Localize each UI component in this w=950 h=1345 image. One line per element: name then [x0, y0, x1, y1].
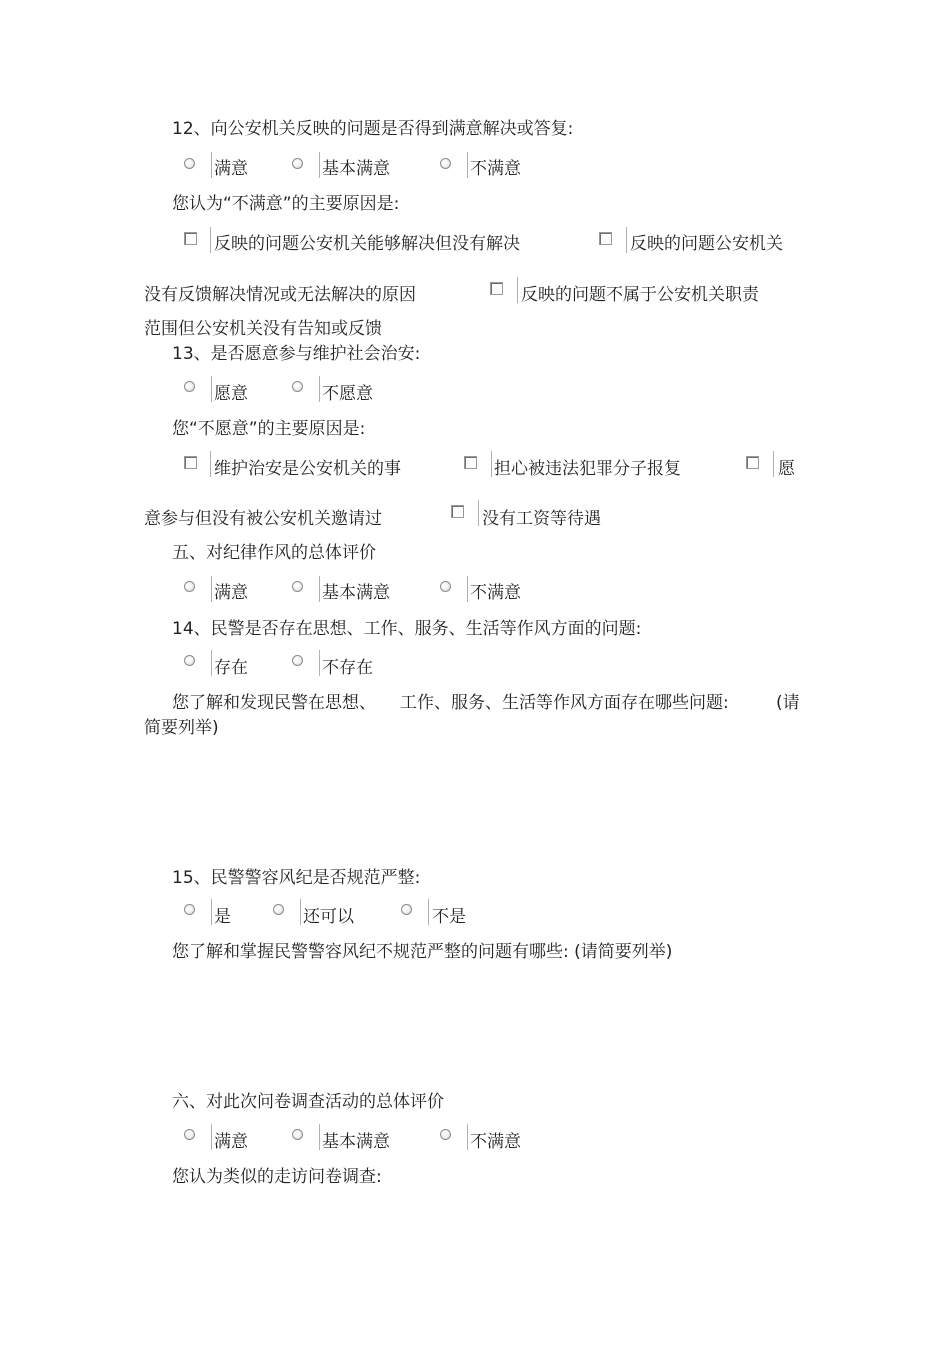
q13-reason-prompt: 您“不愿意”的主要原因是:: [172, 419, 366, 439]
s6-prompt: 您认为类似的走访问卷调查:: [172, 1167, 382, 1187]
divider: [319, 1124, 320, 1150]
q15-option-yes: 是: [214, 907, 231, 927]
q14-title: 14、民警是否存在思想、工作、服务、生活等作风方面的问题:: [172, 619, 642, 639]
divider: [626, 227, 627, 253]
divider: [211, 152, 212, 178]
q12-radio-basic[interactable]: [292, 158, 303, 169]
s6-radio-basic[interactable]: [292, 1129, 303, 1140]
q13-reason4: 没有工资等待遇: [482, 509, 601, 529]
divider: [210, 227, 211, 253]
q12-radio-unsatisfied[interactable]: [440, 158, 451, 169]
s6-option-satisfied: 满意: [214, 1132, 248, 1152]
q12-title: 12、向公安机关反映的问题是否得到满意解决或答复:: [172, 119, 574, 139]
q14-radio-not-exist[interactable]: [292, 655, 303, 666]
q12-checkbox-reason2[interactable]: [599, 232, 612, 245]
section5-title: 五、对纪律作风的总体评价: [172, 543, 376, 563]
divider: [478, 500, 479, 526]
divider: [319, 576, 320, 602]
divider: [319, 152, 320, 178]
q12-reason1: 反映的问题公安机关能够解决但没有解决: [214, 234, 520, 254]
q13-checkbox-reason4[interactable]: [451, 505, 464, 518]
q12-checkbox-reason1[interactable]: [184, 232, 197, 245]
s5-radio-unsatisfied[interactable]: [440, 581, 451, 592]
q13-reason3-part2: 意参与但没有被公安机关邀请过: [144, 509, 382, 529]
divider: [773, 451, 774, 477]
q12-reason-prompt: 您认为“不满意”的主要原因是:: [172, 194, 400, 214]
divider: [467, 152, 468, 178]
q13-checkbox-reason3[interactable]: [746, 456, 759, 469]
s5-option-satisfied: 满意: [214, 583, 248, 603]
q13-radio-unwilling[interactable]: [292, 381, 303, 392]
s5-radio-basic[interactable]: [292, 581, 303, 592]
q12-radio-satisfied[interactable]: [184, 158, 195, 169]
q14-prompt-part4: 简要列举): [144, 718, 219, 738]
divider: [300, 899, 301, 925]
q12-reason3-part2: 范围但公安机关没有告知或反馈: [144, 319, 382, 339]
q13-reason2: 担心被违法犯罪分子报复: [494, 459, 681, 479]
divider: [210, 451, 211, 477]
divider: [467, 576, 468, 602]
s6-option-basic: 基本满意: [322, 1132, 390, 1152]
divider: [211, 1124, 212, 1150]
divider: [211, 576, 212, 602]
q13-option-unwilling: 不愿意: [322, 384, 373, 404]
divider: [211, 650, 212, 676]
q12-reason2-part1: 反映的问题公安机关: [630, 234, 783, 254]
q13-radio-willing[interactable]: [184, 381, 195, 392]
q14-radio-exist[interactable]: [184, 655, 195, 666]
q12-option-satisfied: 满意: [214, 159, 248, 179]
q13-title: 13、是否愿意参与维护社会治安:: [172, 344, 421, 364]
divider: [319, 650, 320, 676]
q14-prompt-part2: 工作、服务、生活等作风方面存在哪些问题:: [400, 693, 729, 713]
q12-reason3-part1: 反映的问题不属于公安机关职责: [521, 285, 759, 305]
q15-option-no: 不是: [432, 907, 466, 927]
q13-checkbox-reason1[interactable]: [184, 456, 197, 469]
divider: [467, 1124, 468, 1150]
q14-prompt-part3: (请: [776, 693, 800, 713]
s5-option-basic: 基本满意: [322, 583, 390, 603]
divider: [491, 451, 492, 477]
s6-radio-satisfied[interactable]: [184, 1129, 195, 1140]
divider: [319, 376, 320, 402]
s6-option-unsatisfied: 不满意: [470, 1132, 521, 1152]
q15-radio-no[interactable]: [401, 904, 412, 915]
q14-option-not-exist: 不存在: [322, 658, 373, 678]
q13-option-willing: 愿意: [214, 384, 248, 404]
divider: [211, 899, 212, 925]
q12-option-unsatisfied: 不满意: [470, 159, 521, 179]
q15-radio-ok[interactable]: [273, 904, 284, 915]
q13-reason1: 维护治安是公安机关的事: [214, 459, 401, 479]
q15-title: 15、民警警容风纪是否规范严整:: [172, 868, 421, 888]
divider: [211, 376, 212, 402]
q15-prompt: 您了解和掌握民警警容风纪不规范严整的问题有哪些: (请简要列举): [172, 942, 673, 962]
s6-radio-unsatisfied[interactable]: [440, 1129, 451, 1140]
divider: [428, 899, 429, 925]
q14-option-exist: 存在: [214, 658, 248, 678]
q13-checkbox-reason2[interactable]: [464, 456, 477, 469]
q12-option-basic: 基本满意: [322, 159, 390, 179]
q12-checkbox-reason3[interactable]: [490, 282, 503, 295]
q12-reason2-part2: 没有反馈解决情况或无法解决的原因: [144, 285, 416, 305]
s5-option-unsatisfied: 不满意: [470, 583, 521, 603]
q15-option-ok: 还可以: [303, 907, 354, 927]
q13-reason3-part1: 愿: [778, 459, 795, 479]
q14-prompt-part1: 您了解和发现民警在思想、: [172, 693, 376, 713]
s5-radio-satisfied[interactable]: [184, 581, 195, 592]
q15-radio-yes[interactable]: [184, 904, 195, 915]
section6-title: 六、对此次问卷调查活动的总体评价: [172, 1092, 444, 1112]
divider: [517, 277, 518, 303]
